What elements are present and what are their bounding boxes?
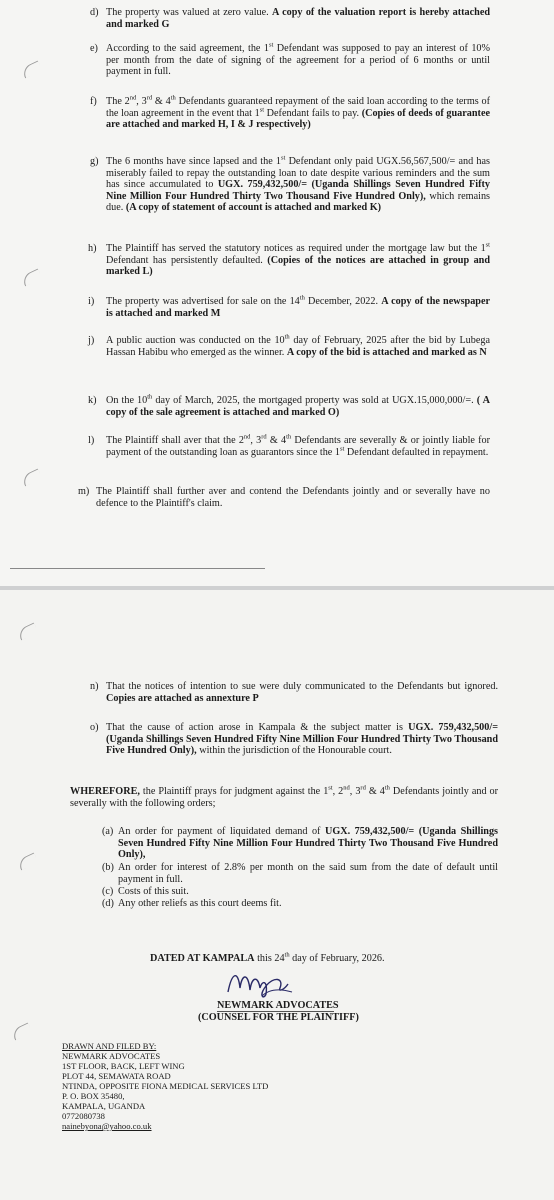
- paragraph-m: The Plaintiff shall further aver and contend the Defendants jointly and or severally have no defence to the Plaintiff's claim.: [96, 486, 490, 509]
- paragraph-o: That the cause of action arose in Kampala & the subject matter is UGX. 759,432,500/= (Uganda Shillings Seven Hundred Fifty Nine Million Four Hundred Thirty Two Thousand Five Hundred Only), within the jurisdiction of the Honourable court.: [106, 722, 499, 757]
- paragraph-f: The 2nd, 3rd & 4th Defendants guaranteed repayment of the said loan according to the terms of the loan agreement in the event that 1st Defendant fails to pay. (Copies of deeds of guarantee are attached and marked H, I & J respectively): [106, 94, 490, 131]
- paragraph-l: The Plaintiff shall aver that the 2nd, 3rd & 4th Defendants are severally & or jointly liable for payment of the outstanding loan as guarantors since the 1st Defendant defaulted in repayment.: [106, 433, 491, 458]
- paragraph-i: The property was advertised for sale on the 14th December, 2022. A copy of the newspaper is attached and marked M: [106, 294, 490, 319]
- drawn-line: 1ST FLOOR, BACK, LEFT WING: [62, 1061, 185, 1071]
- paragraph-k: On the 10th day of March, 2025, the mortgaged property was sold at UGX.15,000,000/=. ( A copy of the sale agreement is attached and marked O): [106, 393, 490, 418]
- drawn-line: KAMPALA, UGANDA: [62, 1101, 146, 1111]
- order-c: Costs of this suit.: [118, 886, 189, 897]
- drawn-line: PLOT 44, SEMAWATA ROAD: [62, 1071, 171, 1081]
- punch-hole-mark: [21, 269, 43, 287]
- drawn-line: P. O. BOX 35480,: [62, 1091, 125, 1101]
- item-label: i): [88, 296, 95, 307]
- item-label: h): [88, 243, 97, 254]
- punch-hole-mark: [21, 61, 43, 79]
- punch-hole-mark: [17, 853, 39, 871]
- drawn-line: NEWMARK ADVOCATES: [62, 1051, 161, 1061]
- item-label: l): [88, 435, 95, 446]
- punch-hole-mark: [17, 623, 39, 641]
- item-label: o): [90, 722, 99, 733]
- email-link[interactable]: nainebyona@yahoo.co.uk: [62, 1121, 152, 1131]
- drawn-line: 0772080738: [62, 1111, 105, 1121]
- order-b: An order for interest of 2.8% per month on the said sum from the date of default until payment in full.: [118, 862, 498, 885]
- paragraph-e: According to the said agreement, the 1st Defendant was supposed to pay an interest of 10% per month from the date of signing of the agreement for a period of 6 months or until payment in full.: [106, 41, 490, 78]
- page-footer-line: [10, 568, 265, 569]
- paragraph-h: The Plaintiff has served the statutory notices as required under the mortgage law but the 1st Defendant has persistently defaulted. (Copies of the notices are attached in group and marked L): [106, 241, 490, 278]
- document-page-2: [0, 590, 554, 1200]
- handwritten-signature: [222, 966, 302, 1002]
- order-label: (c): [102, 886, 114, 897]
- order-a: An order for payment of liquidated demand of UGX. 759,432,500/= (Uganda Shillings Seven Hundred Fifty Nine Million Four Hundred Thirty Two Thousand Five Hundred Only),: [118, 826, 499, 861]
- document-page-1: [0, 0, 554, 586]
- item-label: f): [90, 96, 97, 107]
- counsel-role: (COUNSEL FOR THE PLAINTIFF): [198, 1012, 359, 1023]
- item-label: k): [88, 395, 97, 406]
- punch-hole-mark: [21, 469, 43, 487]
- dated-line: DATED AT KAMPALA this 24th day of February, 2026.: [150, 951, 385, 964]
- counsel-firm: NEWMARK ADVOCATES: [217, 1000, 339, 1011]
- drawn-heading: DRAWN AND FILED BY:: [62, 1041, 157, 1051]
- order-label: (d): [102, 898, 114, 909]
- wherefore-clause: WHEREFORE, the Plaintiff prays for judgment against the 1st, 2nd, 3rd & 4th Defendants jointly and or severally with the following orders;: [70, 784, 499, 809]
- order-label: (b): [102, 862, 114, 873]
- item-label: g): [90, 156, 99, 167]
- paragraph-d: The property was valued at zero value. A copy of the valuation report is hereby attached and marked G: [106, 7, 491, 30]
- item-label: j): [88, 335, 95, 346]
- paragraph-j: A public auction was conducted on the 10th day of February, 2025 after the bid by Lubega Hassan Habibu who emerged as the winner. A copy of the bid is attached and marked as N: [106, 333, 490, 358]
- punch-hole-mark: [11, 1023, 33, 1041]
- order-label: (a): [102, 826, 114, 837]
- drawn-line: NTINDA, OPPOSITE FIONA MEDICAL SERVICES LTD: [62, 1081, 269, 1091]
- item-label: d): [90, 7, 99, 18]
- item-label: e): [90, 43, 98, 54]
- paragraph-n: That the notices of intention to sue were duly communicated to the Defendants but ignored. Copies are attached as annexture P: [106, 681, 498, 704]
- item-label: n): [90, 681, 99, 692]
- order-d: Any other reliefs as this court deems fit.: [118, 898, 282, 909]
- item-label: m): [78, 486, 90, 497]
- paragraph-g: The 6 months have since lapsed and the 1st Defendant only paid UGX.56,567,500/= and has miserably failed to repay the outstanding loan to date despite various reminders and the sum has since accumulated to UGX. 759,432,500/= (Uganda Shillings Seven Hundred Fifty Nine Million Four Hundred Thirty Two Thousand Five Hundred Only), which remains due. (A copy of statement of account is attached and marked K): [106, 154, 490, 214]
